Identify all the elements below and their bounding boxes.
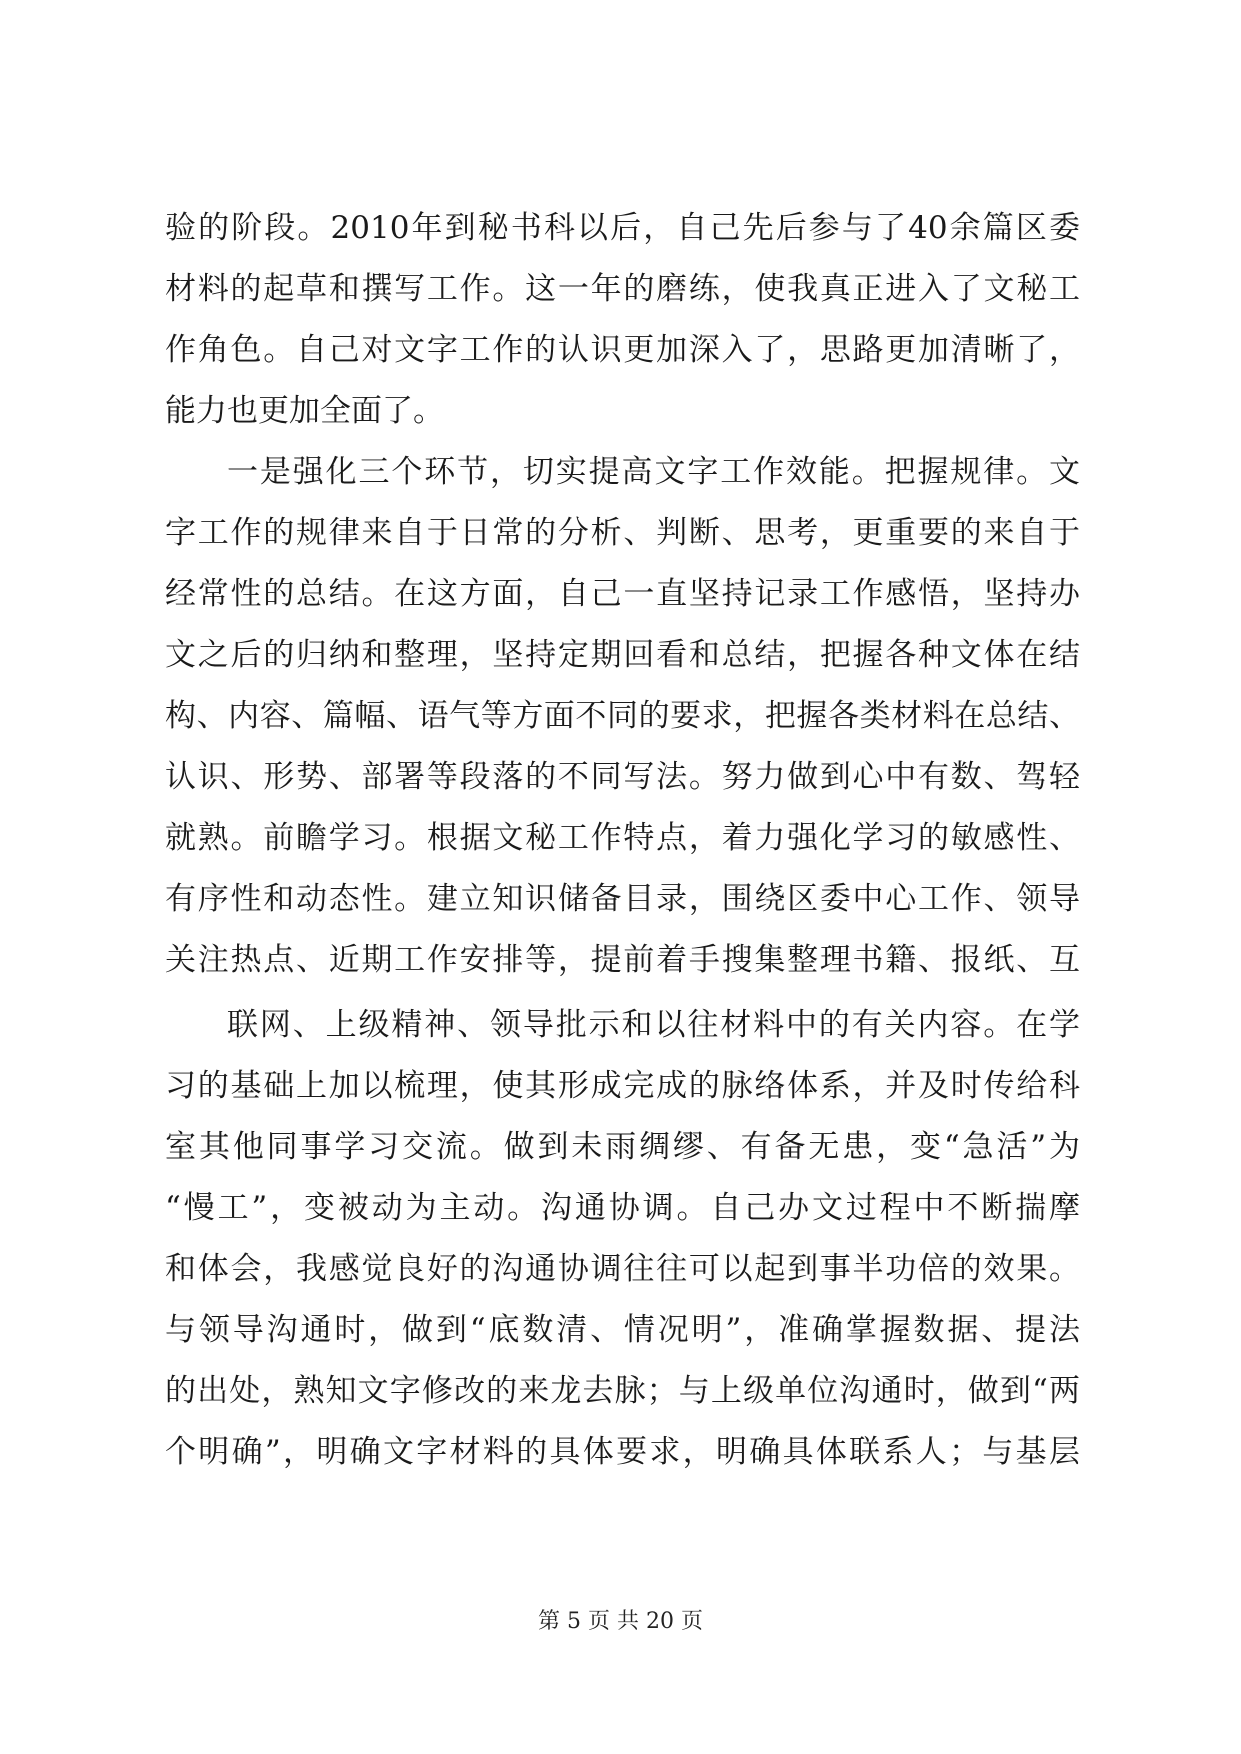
text-line: 字工作的规律来自于日常的分析、判断、思考，更重要的来自于 [165, 515, 1080, 551]
text-line: 有序性和动态性。建立知识储备目录，围绕区委中心工作、领导 [165, 881, 1080, 917]
text-line: 经常性的总结。在这方面，自己一直坚持记录工作感悟，坚持办 [165, 576, 1080, 612]
text-line: 材料的起草和撰写工作。这一年的磨练，使我真正进入了文秘工 [165, 271, 1080, 307]
text-line: 构、内容、篇幅、语气等方面不同的要求，把握各类材料在总结、 [165, 698, 1080, 734]
text-line: 就熟。前瞻学习。根据文秘工作特点，着力强化学习的敏感性、 [165, 820, 1080, 856]
text-line: 个明确”，明确文字材料的具体要求，明确具体联系人；与基层 [165, 1434, 1080, 1470]
text-line: 能力也更加全面了。 [165, 393, 444, 429]
text-line: 文之后的归纳和整理，坚持定期回看和总结，把握各种文体在结 [165, 637, 1080, 673]
text-line: 室其他同事学习交流。做到未雨绸缪、有备无患，变“急活”为 [165, 1129, 1080, 1165]
text-line: “慢工”，变被动为主动。沟通协调。自己办文过程中不断揣摩 [165, 1190, 1080, 1226]
text-line: 作角色。自己对文字工作的认识更加深入了，思路更加清晰了， [165, 332, 1080, 368]
text-line: 习的基础上加以梳理，使其形成完成的脉络体系，并及时传给科 [165, 1068, 1080, 1104]
page-number-footer: 第 5 页 共 20 页 [538, 1609, 703, 1634]
text-line: 和体会，我感觉良好的沟通协调往往可以起到事半功倍的效果。 [165, 1251, 1080, 1287]
text-line: 的出处，熟知文字修改的来龙去脉；与上级单位沟通时，做到“两 [165, 1373, 1080, 1409]
text-line: 验的阶段。2010年到秘书科以后，自己先后参与了40余篇区委 [165, 210, 1080, 246]
text-line: 一是强化三个环节，切实提高文字工作效能。把握规律。文 [227, 454, 1080, 490]
text-line: 认识、形势、部署等段落的不同写法。努力做到心中有数、驾轻 [165, 759, 1080, 795]
text-line: 与领导沟通时，做到“底数清、情况明”，准确掌握数据、提法 [165, 1312, 1080, 1348]
text-line: 关注热点、近期工作安排等，提前着手搜集整理书籍、报纸、互 [165, 942, 1080, 978]
text-line: 联网、上级精神、领导批示和以往材料中的有关内容。在学 [227, 1007, 1080, 1043]
